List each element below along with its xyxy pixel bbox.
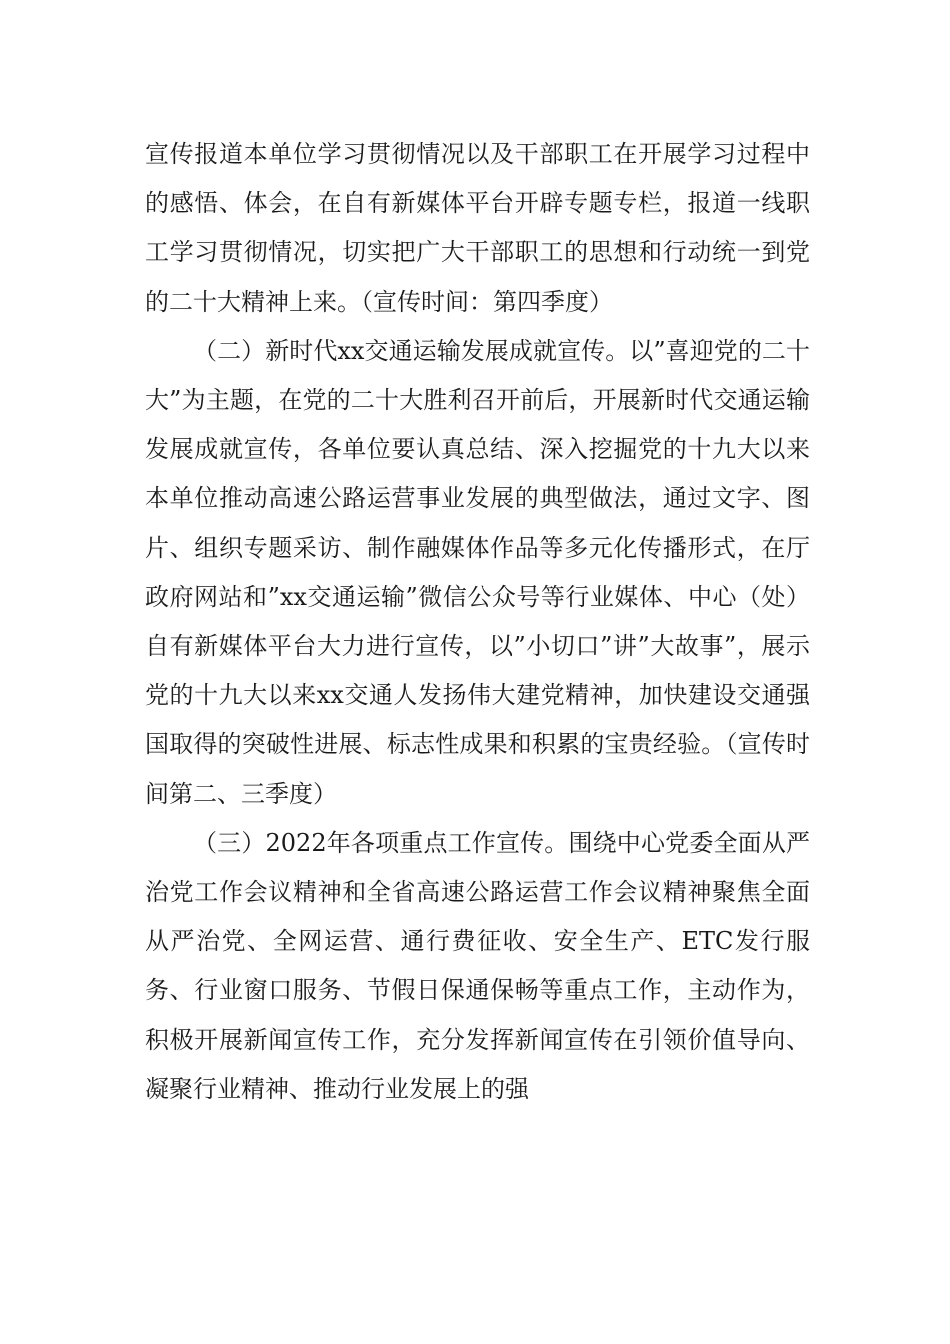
paragraph-key-work-publicity: （三）2022年各项重点工作宣传。围绕中心党委全面从严治党工作会议精神和全省高速公路运营工作会议精神聚焦全面从严治党、全网运营、通行费征收、安全生产、ETC发行服务、行业窗口服务、节假日保通保畅等重点工作，主动作为，积极开展新闻宣传工作，充分发挥新闻宣传在引领价值导向、凝聚行业精神、推动行业发展上的强 bbox=[145, 828, 810, 1103]
paragraph-publicity-report: 宣传报道本单位学习贯彻情况以及干部职工在开展学习过程中的感悟、体会，在自有新媒体平台开辟专题专栏，报道一线职工学习贯彻情况，切实把广大干部职工的思想和行动统一到党的二十大精神上来。（宣传时间：第四季度） bbox=[145, 140, 810, 316]
document-body bbox=[145, 130, 810, 1114]
paragraph-achievement-publicity: （二）新时代xx交通运输发展成就宣传。以”喜迎党的二十大”为主题，在党的二十大胜利召开前后，开展新时代交通运输发展成就宣传，各单位要认真总结、深入挖掘党的十九大以来本单位推动高速公路运营事业发展的典型做法，通过文字、图片、组织专题采访、制作融媒体作品等多元化传播形式，在厅政府网站和”xx交通运输”微信公众号等行业媒体、中心（处）自有新媒体平台大力进行宣传，以”小切口”讲”大故事”，展示党的十九大以来xx交通人发扬伟大建党精神，加快建设交通强国取得的突破性进展、标志性成果和积累的宝贵经验。（宣传时间第二、三季度） bbox=[145, 336, 810, 808]
